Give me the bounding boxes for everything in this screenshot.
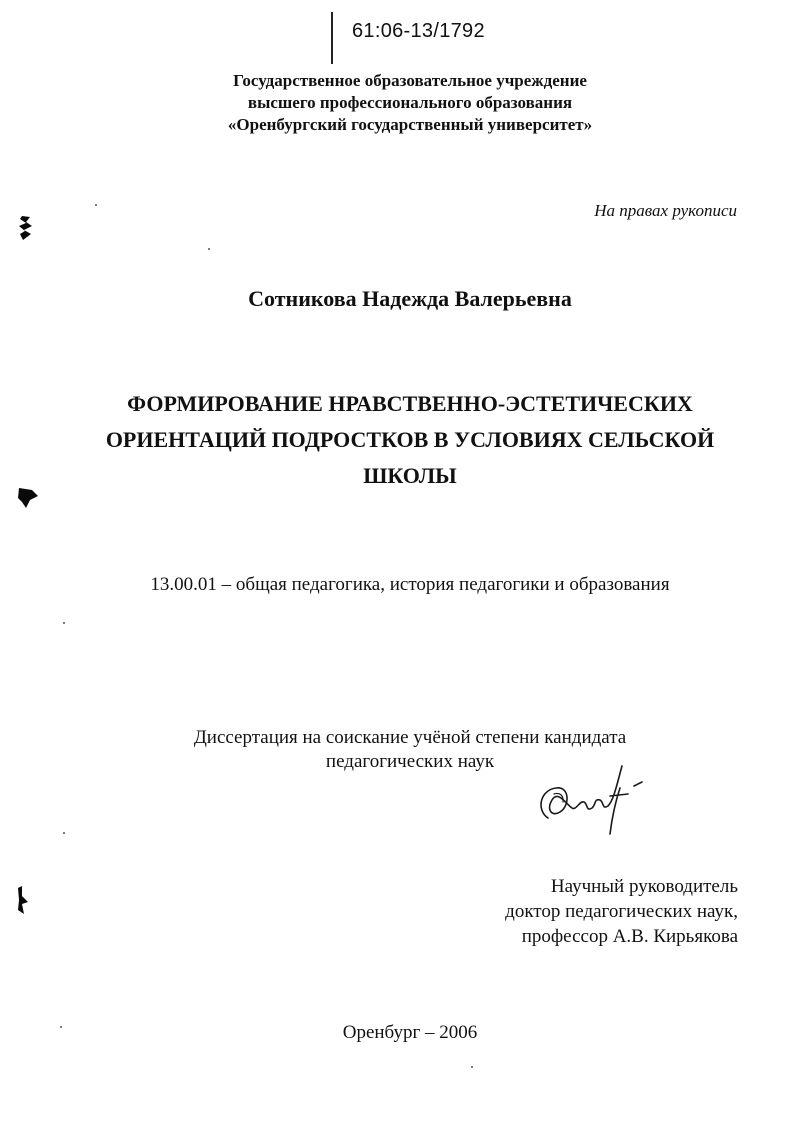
supervisor-line-2: доктор педагогических наук, — [505, 901, 738, 922]
title-line-1: ФОРМИРОВАНИЕ НРАВСТВЕННО-ЭСТЕТИЧЕСКИХ — [127, 391, 693, 416]
degree-line-2: педагогических наук — [325, 751, 495, 772]
institution-header — [0, 70, 794, 136]
catalog-code: 61:06-13/1792 — [352, 20, 485, 42]
scan-speck — [63, 832, 65, 834]
punch-mark-icon — [16, 484, 42, 510]
specialty-code: 13.00.01 – общая педагогика, история педагогики и образования — [150, 574, 670, 595]
stamp-divider-line — [331, 12, 333, 64]
degree-line-1: Диссертация на соискание учёной степени кандидата — [193, 727, 627, 748]
scan-speck — [63, 622, 65, 624]
punch-mark-icon — [16, 214, 38, 244]
author-name: Сотникова Надежда Валерьевна — [248, 286, 572, 311]
degree-statement — [0, 726, 794, 774]
supervisor-block — [505, 874, 738, 949]
handwritten-signature-icon — [530, 760, 650, 840]
supervisor-line-1: Научный руководитель — [550, 876, 738, 897]
city-year: Оренбург – 2006 — [342, 1022, 478, 1043]
supervisor-line-3: профессор А.В. Кирьякова — [521, 926, 738, 947]
title-line-3: ШКОЛЫ — [363, 463, 457, 488]
institution-line-1: Государственное образовательное учреждение — [233, 71, 587, 90]
manuscript-note: На правах рукописи — [594, 201, 737, 220]
scan-speck — [471, 1066, 473, 1068]
institution-line-3: «Оренбургский государственный университет» — [227, 115, 593, 134]
scan-speck — [95, 204, 97, 206]
thesis-title — [0, 386, 794, 494]
title-line-2: ОРИЕНТАЦИЙ ПОДРОСТКОВ В УСЛОВИЯХ СЕЛЬСКОЙ — [105, 427, 715, 452]
scan-speck — [208, 248, 210, 250]
punch-mark-icon — [14, 884, 32, 918]
scan-speck — [60, 1026, 62, 1028]
institution-line-2: высшего профессионального образования — [247, 93, 573, 112]
